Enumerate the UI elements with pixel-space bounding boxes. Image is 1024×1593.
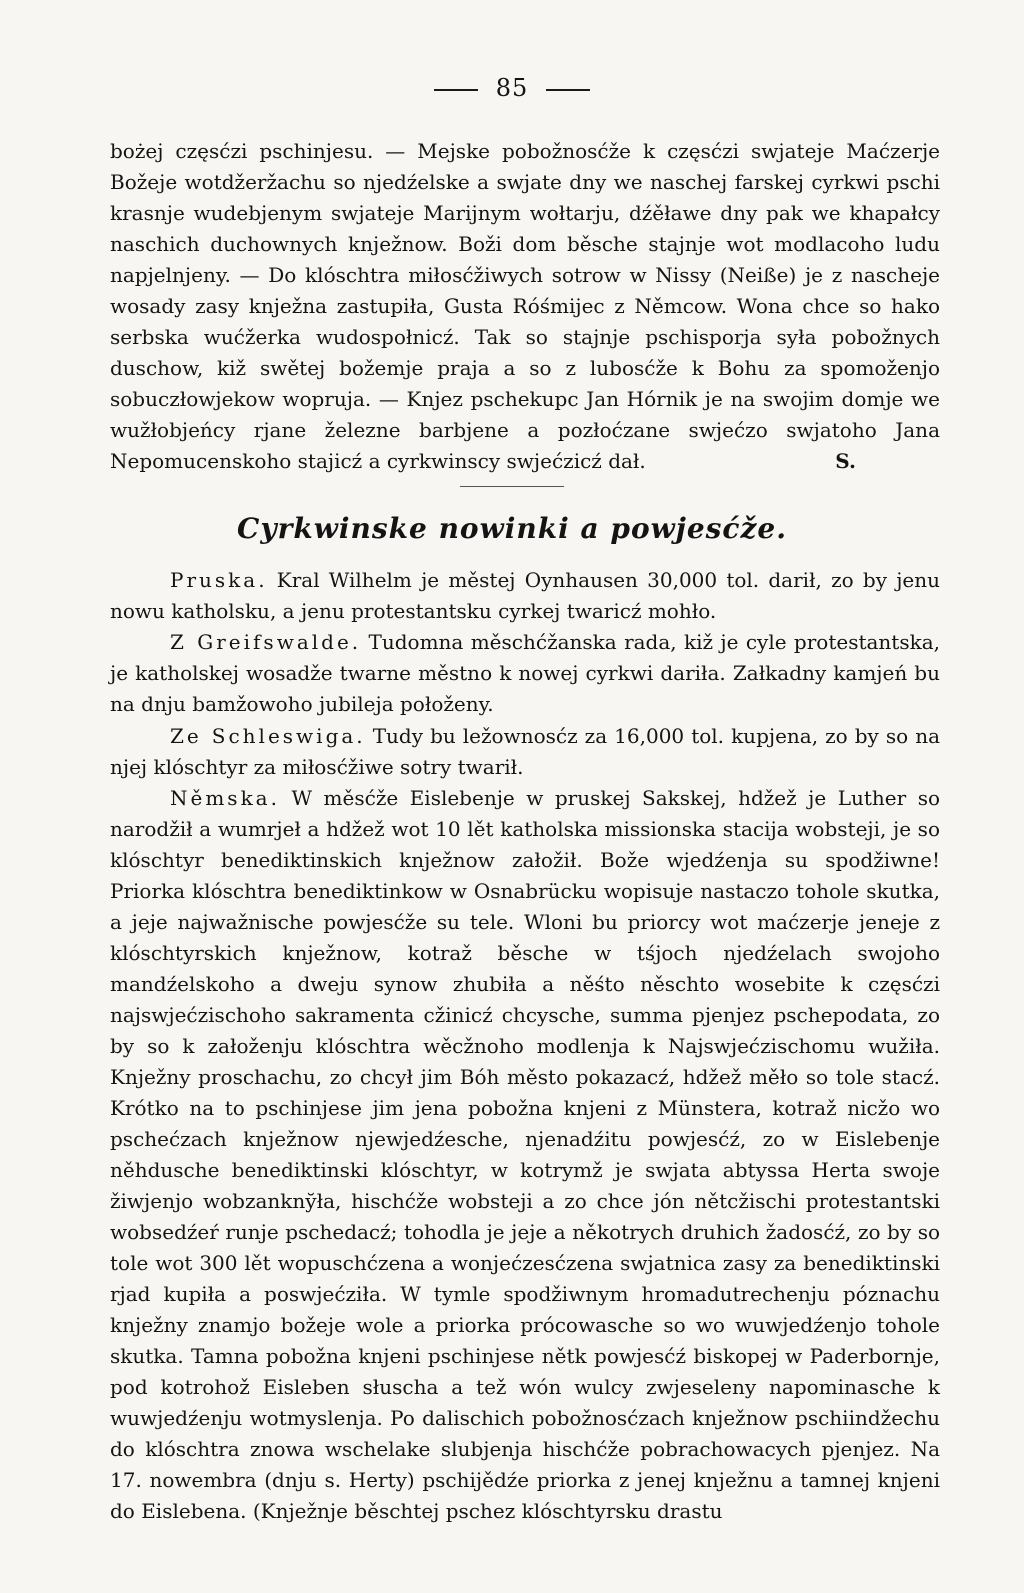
news-place: Ze Schleswiga. (170, 724, 366, 748)
section-divider (460, 486, 564, 487)
page-number-text: 85 (495, 74, 529, 102)
page-number (0, 74, 1024, 102)
news-place: Pruska. (170, 568, 268, 592)
news-item-greifswald (110, 627, 940, 720)
intro-signature: S. (835, 449, 856, 473)
news-item-pruska (110, 565, 940, 627)
news-place: Z Greifswalde. (170, 630, 362, 654)
news-place: Němska. (170, 786, 280, 810)
news-text: Tudomna měschćžanska rada, kiž je cyle protestantska, je katholskej wosadže twarne městno k nowej cyrkwi dariła. Załkadny kamjeń bu na dnju bamžowoho jubileja połoženy. (110, 630, 941, 716)
news-text: W měsćže Eislebenje w pruskej Sakskej, hdžež je Luther so narodžił a wumrjeł a hdžež wot 10 lět katholska missionska stacija wobsteji, je so klóschtyr benediktinskich knježnow załožił. Bože wjedźenja su spodžiwne! Priorka klóschtra benediktinkow w Osnabrücku wopisuje nastaczo tohole skutka, a jeje najwažnische powjesćže su tele. Wloni bu priorcy wot maćzerje jeneje z klóschtyrskich knježnow, kotraž běsche w tśjoch njedźelach swojoho mandźelskoho a dweju synow zhubiła a něśto něschto wosebite k częsćzi najswjećzischoho sakramenta cžinicź chcysche, summa pjenjez pschepodata, zo by so k załoženju klóschtra wěcžnoho modlenja k Najswjećzischomu wužiła. Knježny proschachu, zo chcył jim Bóh město pokazacź, hdžež měło so tole stacź. Krótko na to pschinjese jim jena pobožna knjeni z Münstera, kotraž nicžo wo pschećzach knježnow njewjedźesche, njenadźitu powjesćź, zo w Eislebenje něhdusche benediktinski klóschtyr, w kotrymž je swjata abtyssa Herta swoje žiwjenjo wobzankny̆ła, hischćže wobsteji a zo chce jón nětcžischi protestantski wobsedźeŕ runje pschedacź; tohodla je jeje a někotrych druhich žadosćź, zo by so tole wot 300 lět wopuschćzena a wonjećzesćzena swjatnica zasy za benediktinski rjad kupiła a poswjećziła. W tymle spodžiwnym hromadutrechenju póznachu knježny znamjo božeje wole a priorka prócowasche so wo wuwjedźenjo tohole skutka. Tamna pobožna knjeni pschinjese nětk powjesćź biskopej w Paderbornje, pod kotrohož Eisleben słuscha a tež wón wulcy zwjeseleny napominasche k wuwjedźenju wotmyslenja. Po dalischich pobožnosćzach knježnow pschiindžechu do klóschtra znowa wschelake slubjenja hischćže pobrachowacych pjenjez. Na 17. nowembra (dnju s. Herty) pschijědźe priorka z jenej knježnu a tamnej knjeni do Eislebena. (Knježnje běschtej pschez klóschtyrsku drastu (110, 786, 940, 1523)
page-number-dash-left (434, 89, 478, 91)
intro-text: bożej częsćzi pschinjesu. — Mejske pobožnosćže k częsćzi swjateje Maćzerje Božeje wotdžeržachu so njedźelske a swjate dny we naschej farskej cyrkwi pschi krasnje wudebjenym swjateje Marijnym wołtarju, dźěławe dny pak we khapałcy naschich duchownych knježnow. Boži dom běsche stajnje wot modlacoho ludu napjelnjeny. — Do klóschtra miłosćžiwych sotrow w Nissy (Neiße) je z nascheje wosady zasy knježna zastupiła, Gusta Róśmijec z Němcow. Wona chce so hako serbska wućžerka wudospołnicź. Tak so stajnje pschisporja syła pobožnych duschow, kiž swětej božemje praja a so z lubosćže k Bohu za spomoženjo sobuczłowjekow wopruja. — Knjez pschekupc Jan Hórnik je na swojim domje we wužłobjeńcy rjane železne barbjene a pozłoćzane swjećzo swjatoho Jana Nepomucenskoho stajicź a cyrkwinscy swjećzicź dał. (110, 139, 940, 473)
news-text: Tudy bu ležownosćz za 16,000 tol. kupjena, zo by so na njej klóschtyr za miłosćžiwe sotry twarił. (110, 724, 941, 779)
page-number-dash-right (546, 89, 590, 91)
section-title: Cyrkwinske nowinki a powjesćže. (237, 512, 787, 545)
news-text: Kral Wilhelm je městej Oynhausen 30,000 tol. darił, zo by jenu nowu katholsku, a jenu protestantsku cyrkej twaricź mohło. (110, 568, 940, 623)
news-item-schleswig (110, 721, 940, 783)
intro-paragraph (110, 136, 940, 477)
news-item-nemska (110, 783, 940, 1527)
